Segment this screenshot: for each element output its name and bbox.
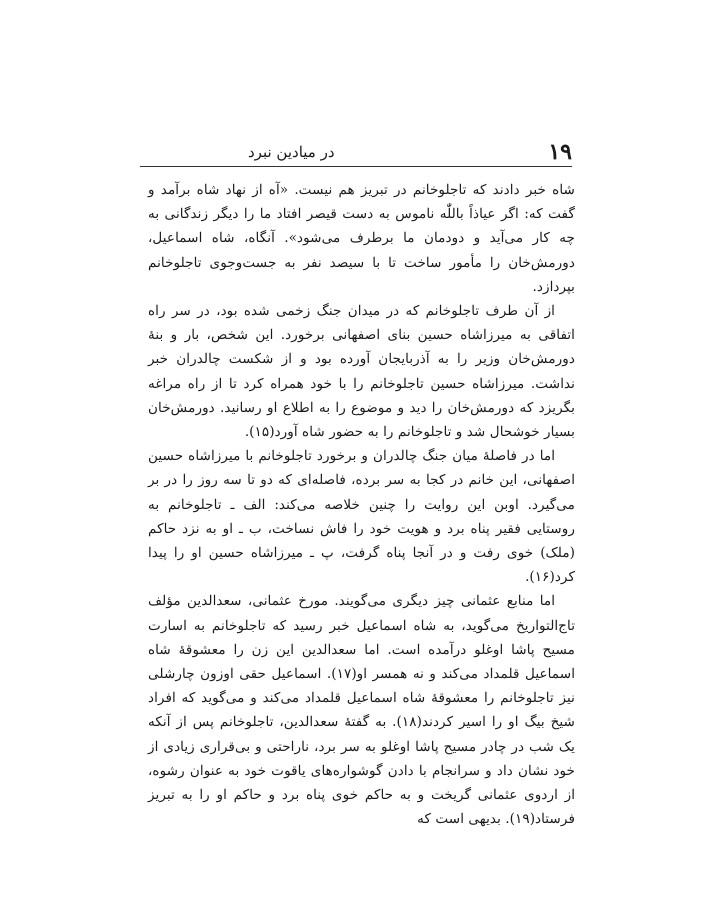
page-number: ۱۹ bbox=[548, 139, 572, 165]
page-header bbox=[160, 138, 572, 166]
paragraph-2: از آن طرف تاجلوخانم که در میدان جنگ زخمی شده بود، در سر راه اتفاقی به میرزاشاه حسین بنای اصفهانی برخورد. این شخص، بار و بنهٔ دورمش‌خان وزیر را به آذربایجان آورده بود و از شکست چالدران خبر نداشت. میرزاشاه حسین تاجلوخانم را با خود همراه کرد تا از راه مراغه بگریزد که دورمش‌خان را دید و موضوع را به اطلاع او رسانید. دورمش‌خان بسیار خوشحال شد و تاجلوخانم را به حضور شاه آورد(۱۵). bbox=[148, 303, 575, 441]
paragraph-3: اما در فاصلهٔ میان جنگ چالدران و برخورد تاجلوخانم با میرزاشاه حسین اصفهانی، این خانم در کجا به سر برده، فاصله‌ای که دو تا سه روز را در بر می‌گیرد. اوبن این روایت را چنین خلاصه می‌کند: الف ـ تاجلوخانم به روستایی فقیر پناه برد و هویت خود را فاش نساخت، ب ـ او به نزد حاکم (ملک) خوی رفت و در آنجا پناه گرفت، پ ـ میرزاشاه حسین او را پیدا کرد(۱۶). bbox=[148, 448, 575, 586]
header-rule bbox=[140, 166, 572, 167]
paragraph-4: اما منابع عثمانی چیز دیگری می‌گویند. مورخ عثمانی، سعدالدین مؤلف تاج‌التواریخ می‌گوید، به شاه اسماعیل خبر رسید که تاجلوخانم به اسارت مسیح پاشا اوغلو درآمده است. اما سعدالدین این زن را معشوقهٔ شاه اسماعیل قلمداد می‌کند و نه همسر او(۱۷). اسماعیل حقی اوزون چارشلی نیز تاجلوخانم را معشوقهٔ شاه اسماعیل قلمداد می‌کند و می‌گوید که افراد شیخ بیگ او را اسیر کردند(۱۸). به گفتهٔ سعدالدین، تاجلوخانم پس از آنکه یک شب در چادر مسیح پاشا اوغلو به سر برد، ناراحتی و بی‌قراری زیادی از خود نشان داد و سرانجام با دادن گوشواره‌های یاقوت خود به عنوان رشوه، از اردوی عثمانی گریخت و به حاکم خوی پناه برد و حاکم او را به تبریز فرستاد(۱۹). بدیهی است که bbox=[148, 593, 576, 828]
body-text bbox=[148, 178, 575, 831]
paragraph-1: شاه خبر دادند که تاجلوخانم در تبریز هم نیست. «آه از نهاد شاه برآمد و گفت که: اگر عیاذاً باللّٰه ناموس به دست قیصر افتاد ما را دیگر زندگانی به چه کار می‌آید و دودمان ما برطرف می‌شود». آنگاه، شاه اسماعیل، دورمش‌خان را مأمور ساخت تا با سیصد نفر به جست‌وجوی تاجلوخانم بپردازد. bbox=[148, 182, 575, 295]
running-head: در میادین نبرد bbox=[248, 143, 335, 161]
